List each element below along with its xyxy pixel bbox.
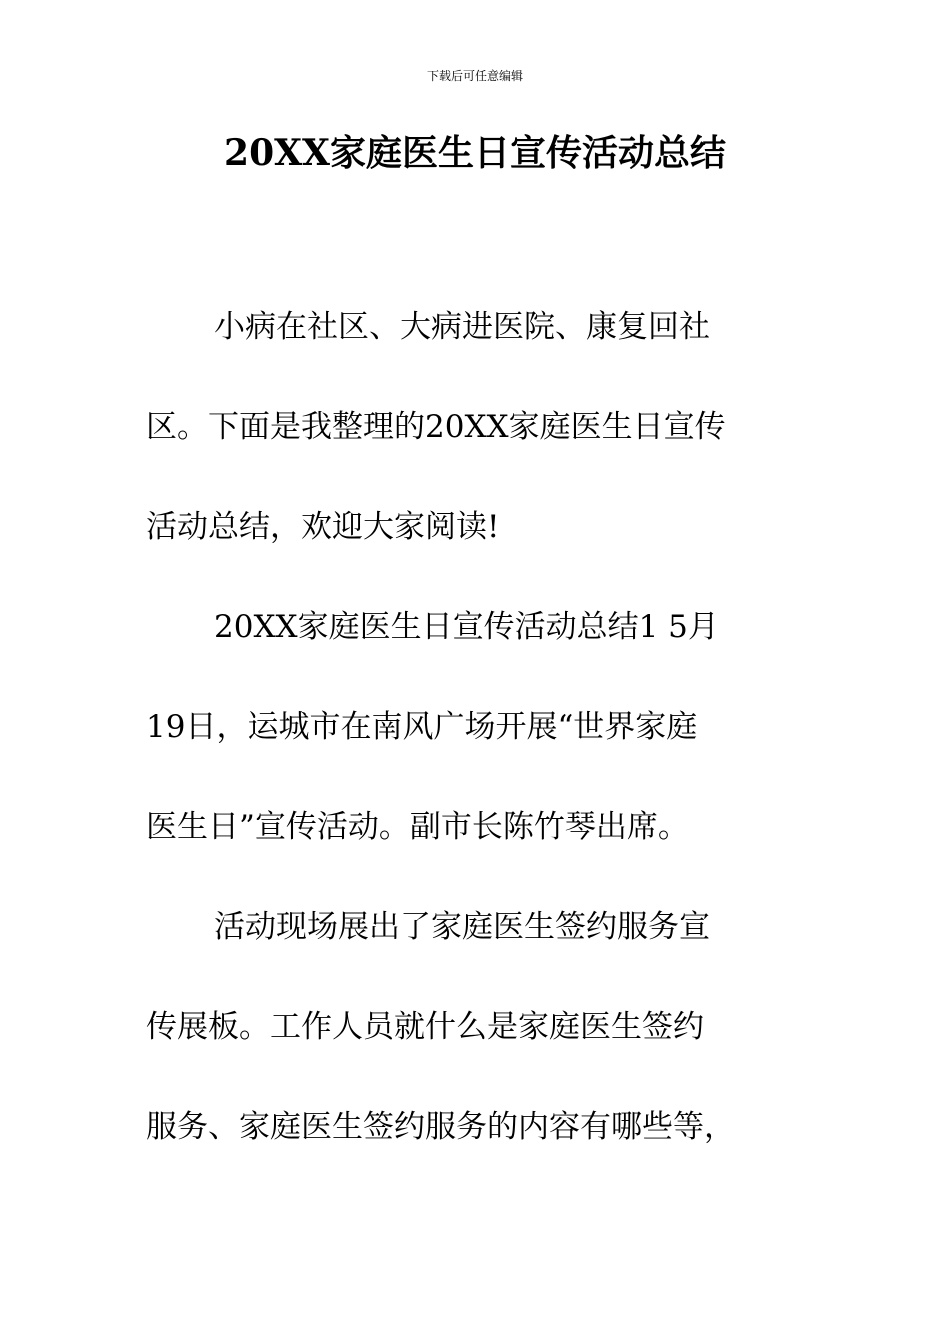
paragraph-line: 传展板。工作人员就什么是家庭医生签约 bbox=[146, 1009, 704, 1045]
paragraph-line: 医生日”宣传活动。副市长陈竹琴出席。 bbox=[146, 809, 689, 845]
paragraph-line: 19日，运城市在南风广场开展“世界家庭 bbox=[146, 709, 698, 745]
paragraph-line: 服务、家庭医生签约服务的内容有哪些等， bbox=[146, 1109, 735, 1145]
download-note: 下载后可任意编辑 bbox=[426, 69, 523, 83]
paragraph-line: 小病在社区、大病进医院、康复回社 bbox=[214, 309, 710, 345]
paragraph-line: 区。下面是我整理的20XX家庭医生日宣传 bbox=[146, 409, 726, 445]
paragraph-line: 活动总结，欢迎大家阅读! bbox=[146, 509, 500, 545]
paragraph-line: 20XX家庭医生日宣传活动总结1 5月 bbox=[214, 609, 719, 645]
paragraph-line: 活动现场展出了家庭医生签约服务宣 bbox=[214, 909, 710, 945]
document-title: 20XX家庭医生日宣传活动总结 bbox=[224, 132, 726, 174]
